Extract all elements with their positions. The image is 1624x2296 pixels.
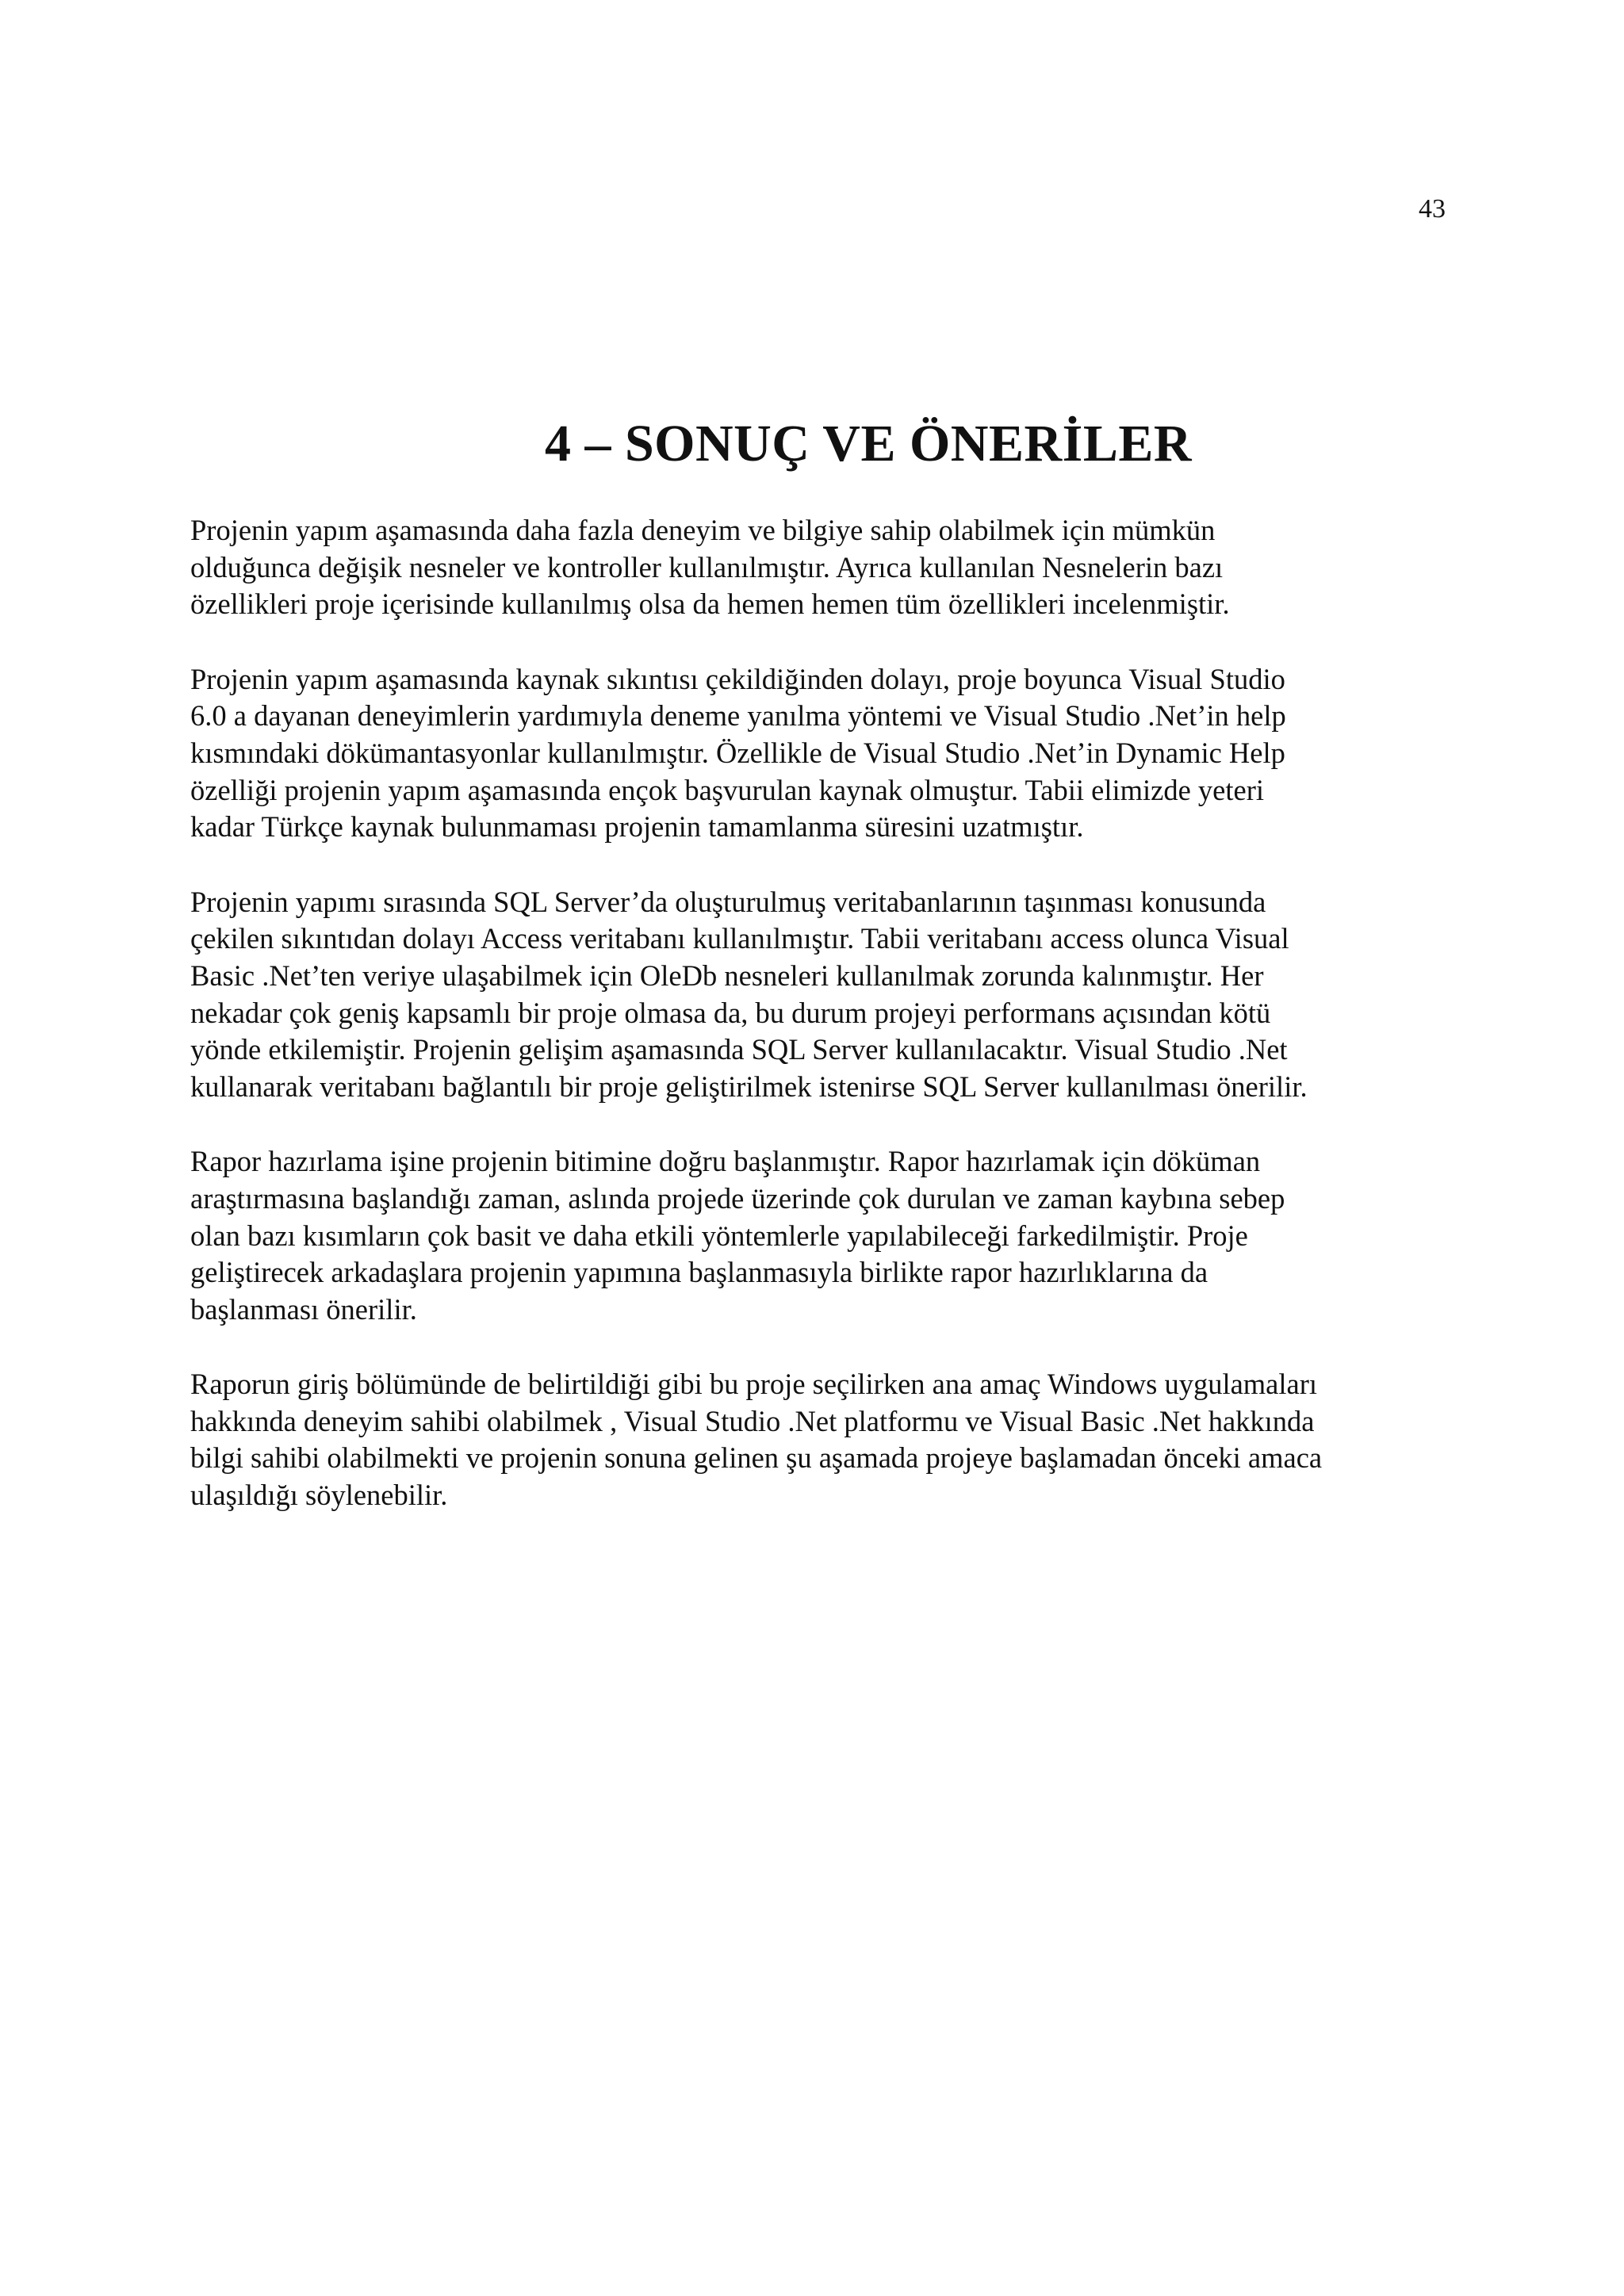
body-text	[190, 512, 1475, 1552]
text-line: Projenin yapım aşamasında kaynak sıkıntısı çekildiğinden dolayı, proje boyunca Visual Studio	[190, 662, 1285, 695]
paragraph-3	[190, 884, 1475, 1106]
text-line: kadar Türkçe kaynak bulunmaması projenin tamamlanma süresini uzatmıştır.	[190, 810, 1084, 844]
text-line: olduğunca değişik nesneler ve kontroller kullanılmıştır. Ayrıca kullanılan Nesnelerin bazı	[190, 550, 1224, 584]
text-line: araştırmasına başlandığı zaman, aslında projede üzerinde çok durulan ve zaman kaybına sebep	[190, 1181, 1285, 1215]
text-line: özelliği projenin yapım aşamasında ençok başvurulan kaynak olmuştur. Tabii elimizde yeteri	[190, 773, 1264, 806]
page-number: 43	[1419, 194, 1446, 224]
text-line: başlanması önerilir.	[190, 1292, 417, 1326]
text-line: kullanarak veritabanı bağlantılı bir proje geliştirilmek istenirse SQL Server kullanılması önerilir.	[190, 1070, 1308, 1103]
paragraph-2	[190, 661, 1475, 846]
text-line: geliştirecek arkadaşlara projenin yapımına başlanmasıyla birlikte rapor hazırlıklarına da	[190, 1256, 1208, 1289]
text-line: nekadar çok geniş kapsamlı bir proje olmasa da, bu durum projeyi performans açısından kötü	[190, 996, 1271, 1029]
text-line: hakkında deneyim sahibi olabilmek , Visual Studio .Net platformu ve Visual Basic .Net hakkında	[190, 1404, 1315, 1437]
text-line: özellikleri proje içerisinde kullanılmış olsa da hemen hemen tüm özellikleri incelenmiştir.	[190, 587, 1230, 621]
text-line: kısmındaki dökümantasyonlar kullanılmıştır. Özellikle de Visual Studio .Net’in Dynamic Help	[190, 736, 1285, 769]
text-line: ulaşıldığı söylenebilir.	[190, 1479, 448, 1512]
text-line: Projenin yapım aşamasında daha fazla deneyim ve bilgiye sahip olabilmek için mümkün	[190, 514, 1216, 546]
chapter-title: 4 – SONUÇ VE ÖNERİLER	[544, 415, 1193, 473]
text-line: bilgi sahibi olabilmekti ve projenin sonuna gelinen şu aşamada projeye başlamadan önceki amaca	[190, 1441, 1323, 1475]
paragraph-4	[190, 1143, 1475, 1328]
text-line: Projenin yapımı sırasında SQL Server’da oluşturulmuş veritabanlarının taşınması konusunda	[190, 885, 1266, 918]
text-line: çekilen sıkıntıdan dolayı Access veritabanı kullanılmıştır. Tabii veritabanı access olunca Visual	[190, 922, 1289, 955]
text-line: Raporun giriş bölümünde de belirtildiği gibi bu proje seçilirken ana amaç Windows uygulamaları	[190, 1368, 1318, 1401]
paragraph-5	[190, 1366, 1475, 1513]
paragraph-1	[190, 512, 1475, 623]
text-line: 6.0 a dayanan deneyimlerin yardımıyla deneme yanılma yöntemi ve Visual Studio .Net’in help	[190, 699, 1286, 733]
text-line: Rapor hazırlama işine projenin bitimine doğru başlanmıştır. Rapor hazırlamak için döküman	[190, 1145, 1261, 1178]
text-line: yönde etkilemiştir. Projenin gelişim aşamasında SQL Server kullanılacaktır. Visual Studio .Net	[190, 1033, 1288, 1066]
text-line: olan bazı kısımların çok basit ve daha etkili yöntemlerle yapılabileceği farkedilmiştir. Proje	[190, 1219, 1248, 1252]
text-line: Basic .Net’ten veriye ulaşabilmek için OleDb nesneleri kullanılmak zorunda kalınmıştır. Her	[190, 959, 1264, 992]
